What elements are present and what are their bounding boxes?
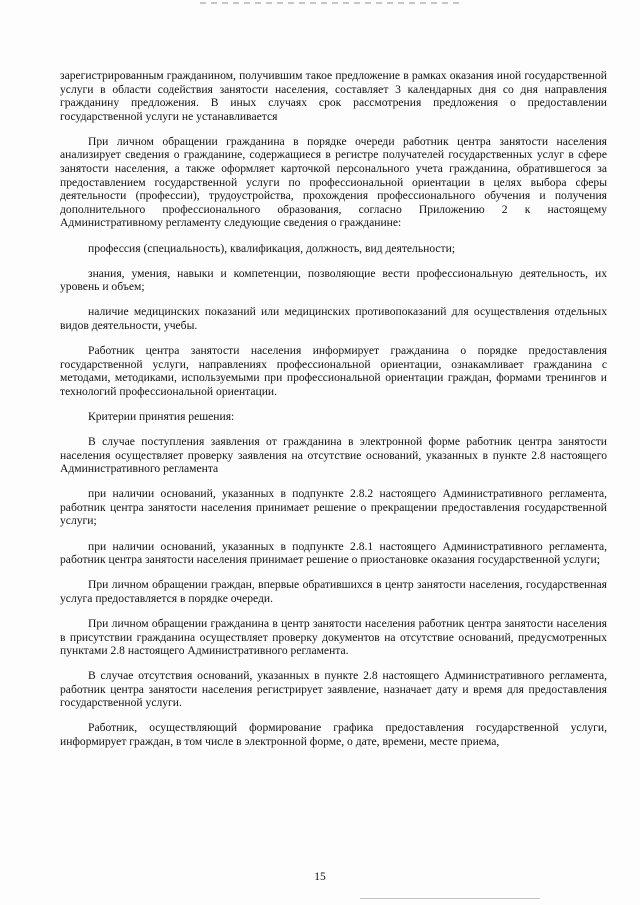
scan-artifact-bottom [360, 898, 540, 899]
document-body [60, 69, 607, 760]
paragraph-12: При личном обращении гражданина в центр занятости населения работник центра занятости населения в присутствии гражданина осуществляет проверку документов на отсутствие оснований, предусмотренных пунктами 2.8 настоящего Административного регламента. [60, 616, 607, 658]
paragraph-11: При личном обращении граждан, впервые обратившихся в центр занятости населения, государственная услуга предоставляется в порядке очереди. [60, 578, 607, 605]
scan-artifact-top [200, 2, 460, 4]
paragraph-7: Критерии принятия решения: [88, 409, 235, 423]
paragraph-13: В случае отсутствия оснований, указанных в пункте 2.8 настоящего Административного регламента, работник центра занятости населения регистрирует заявление, назначает дату и время для предоставления государственной услуги. [60, 669, 607, 710]
paragraph-4: знания, умения, навыки и компетенции, позволяющие вести профессиональную деятельность, их уровень и объем; [60, 266, 607, 294]
paragraph-2: При личном обращении гражданина в порядке очереди работник центра занятости населения анализирует сведения о гражданине, содержащиеся в регистре получателей государственных услуг в сфере занятости населения, а также оформляет карточкой персонального учета гражданина, обратившегося за предоставлением государственной услуги по профессиональной ориентации в целях выбора сферы деятельности (профессии), трудоустройства, прохождения профессионального обучения и получения дополнительного профессионального образования, согласно Приложению 2 к настоящему Административному регламенту следующие сведения о гражданине: [60, 134, 607, 230]
page-number: 15 [314, 871, 326, 883]
paragraph-9: при наличии оснований, указанных в подпункте 2.8.2 настоящего Административного регламента, работник центра занятости населения принимает решение о прекращении предоставления государственной услуги; [60, 487, 607, 528]
paragraph-1: зарегистрированным гражданином, получившим такое предложение в рамках оказания иной государственной услуги в области содействия занятости населения, составляет 3 календарных дня со дня направления гражданину предложения. В иных случаях срок рассмотрения предложения о предоставлении государственной услуги не устанавливается [60, 69, 607, 123]
paragraph-10: при наличии оснований, указанных в подпункте 2.8.1 настоящего Административного регламента, работник центра занятости населения принимает решение о приостановке оказания государственной услуги; [60, 539, 607, 567]
paragraph-5: наличие медицинских показаний или медицинских противопоказаний для осуществления отдельных видов деятельности, учебы. [60, 305, 607, 332]
paragraph-3: профессия (специальность), квалификация, должность, вид деятельности; [88, 241, 456, 255]
paragraph-8: В случае поступления заявления от гражданина в электронной форме работник центра занятости населения осуществляет проверку заявления на отсутствие оснований, указанных в пункте 2.8 настоящего Административного регламента [60, 434, 607, 476]
paragraph-6: Работник центра занятости населения информирует гражданина о порядке предоставления государственной услуги, направлениях профессиональной ориентации, ознакамливает гражданина с методами, методиками, используемыми при профессиональной ориентации граждан, формами тренингов и технологий профессиональной ориентации. [60, 344, 607, 398]
paragraph-14: Работник, осуществляющий формирование графика предоставления государственной услуги, информирует граждан, в том числе в электронной форме, о дате, времени, месте приема, [60, 721, 607, 749]
